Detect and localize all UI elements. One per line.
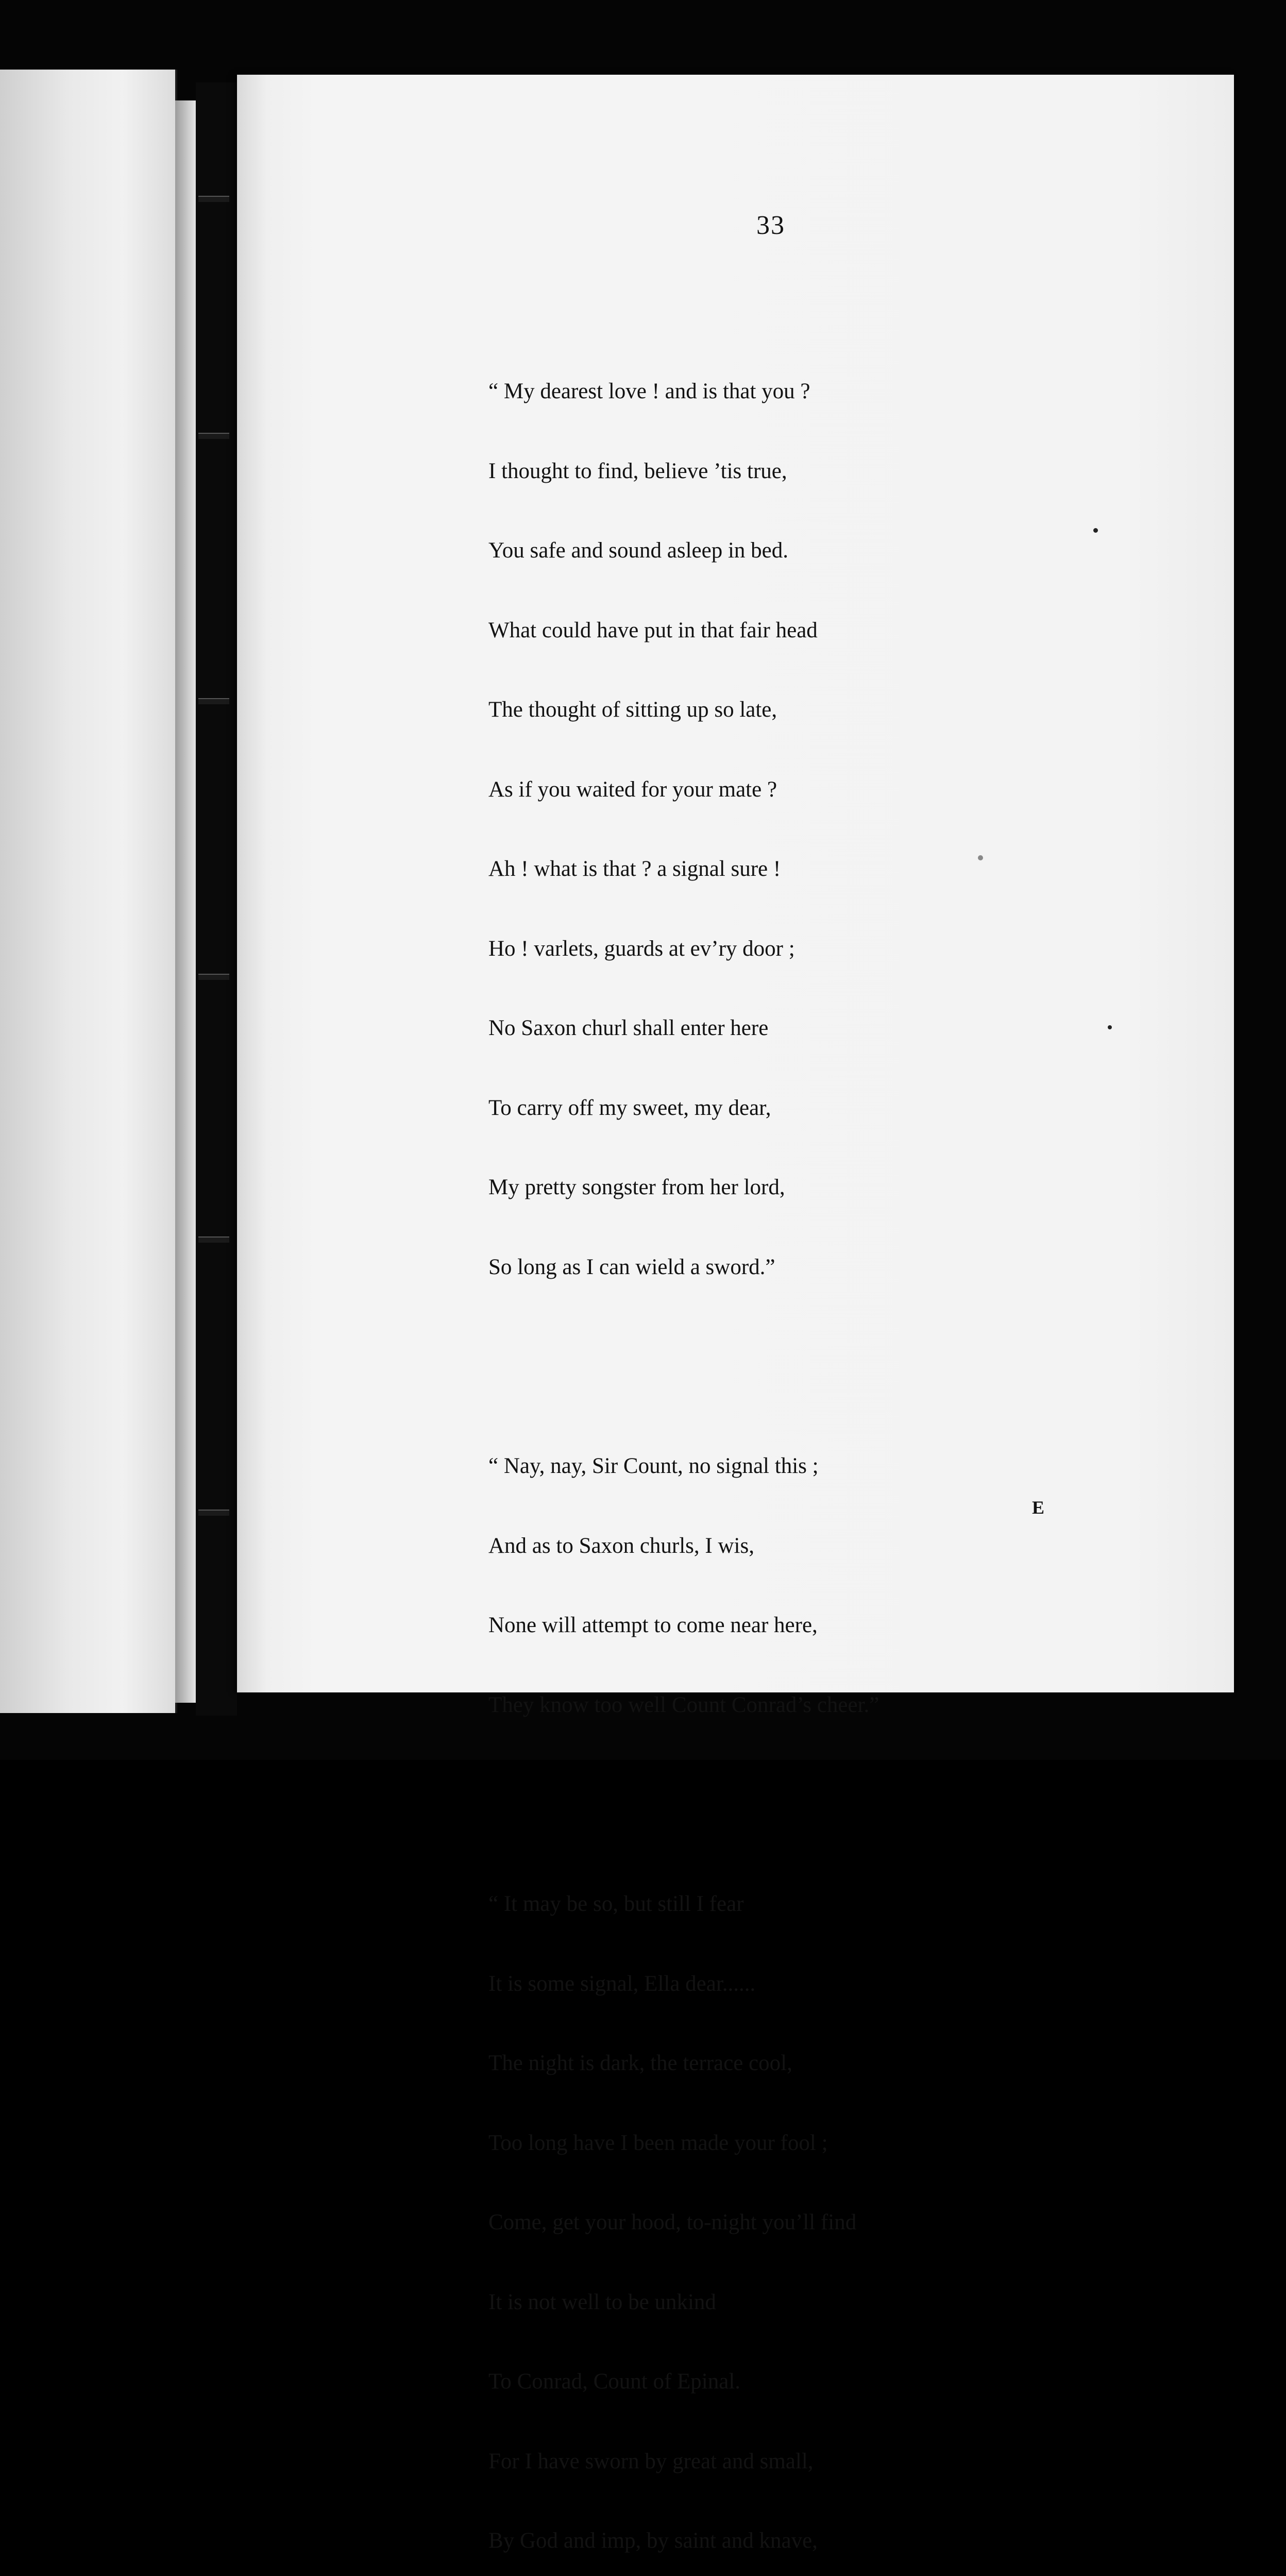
binding-stitch: [198, 974, 229, 980]
poem-line: “ It may be so, but still I fear: [488, 1892, 744, 1916]
poem-line: Come, get your hood, to-night you’ll find: [488, 2210, 857, 2234]
poem-line: The thought of sitting up so late,: [488, 698, 777, 722]
poem-text: [488, 272, 882, 2576]
poem-line: “ Nay, nay, Sir Count, no signal this ;: [488, 1454, 819, 1478]
ink-speck: [1093, 528, 1098, 533]
stanza: [488, 1400, 882, 1771]
poem-line: So long as I can wield a sword.”: [488, 1255, 775, 1279]
poem-line: By God and imp, by saint and knave,: [488, 2529, 818, 2553]
printer-signature-mark: E: [1032, 1497, 1045, 1518]
ink-speck: [978, 855, 983, 860]
binding-stitch: [198, 1236, 229, 1243]
poem-line: As if you waited for your mate ?: [488, 777, 777, 802]
book-spine: [196, 82, 237, 1716]
binding-stitch: [198, 1510, 229, 1516]
binding-stitch: [198, 698, 229, 704]
poem-line: What could have put in that fair head: [488, 618, 818, 642]
binding-stitch: [198, 196, 229, 202]
poem-line: I thought to find, believe ’tis true,: [488, 459, 787, 483]
stanza: [488, 325, 882, 1333]
poem-line: Ho ! varlets, guards at ev’ry door ;: [488, 936, 795, 961]
ink-speck: [1108, 1025, 1112, 1029]
poem-line: The night is dark, the terrace cool,: [488, 2051, 792, 2075]
poem-line: And as to Saxon churls, I wis,: [488, 1533, 754, 1558]
poem-line: None will attempt to come near here,: [488, 1613, 818, 1637]
poem-line: You safe and sound asleep in bed.: [488, 538, 789, 563]
poem-line: Ah ! what is that ? a signal sure !: [488, 857, 781, 881]
poem-line: To Conrad, Count of Epinal.: [488, 2369, 741, 2394]
poem-line: No Saxon churl shall enter here: [488, 1016, 769, 1040]
poem-line: My pretty songster from her lord,: [488, 1175, 785, 1199]
poem-line: “ My dearest love ! and is that you ?: [488, 379, 810, 403]
poem-line: To carry off my sweet, my dear,: [488, 1095, 771, 1120]
poem-line: It is some signal, Ella dear......: [488, 1971, 756, 1996]
left-page-edge: [0, 70, 177, 1713]
poem-line: For I have sworn by great and small,: [488, 2449, 814, 2473]
poem-line: They know too well Count Conrad’s cheer.”: [488, 1692, 879, 1717]
page-number: 33: [756, 211, 785, 240]
binding-stitch: [198, 433, 229, 439]
poem-line: It is not well to be unkind: [488, 2290, 716, 2314]
stanza: [488, 1838, 882, 2576]
poem-line: Too long have I been made your fool ;: [488, 2130, 828, 2155]
